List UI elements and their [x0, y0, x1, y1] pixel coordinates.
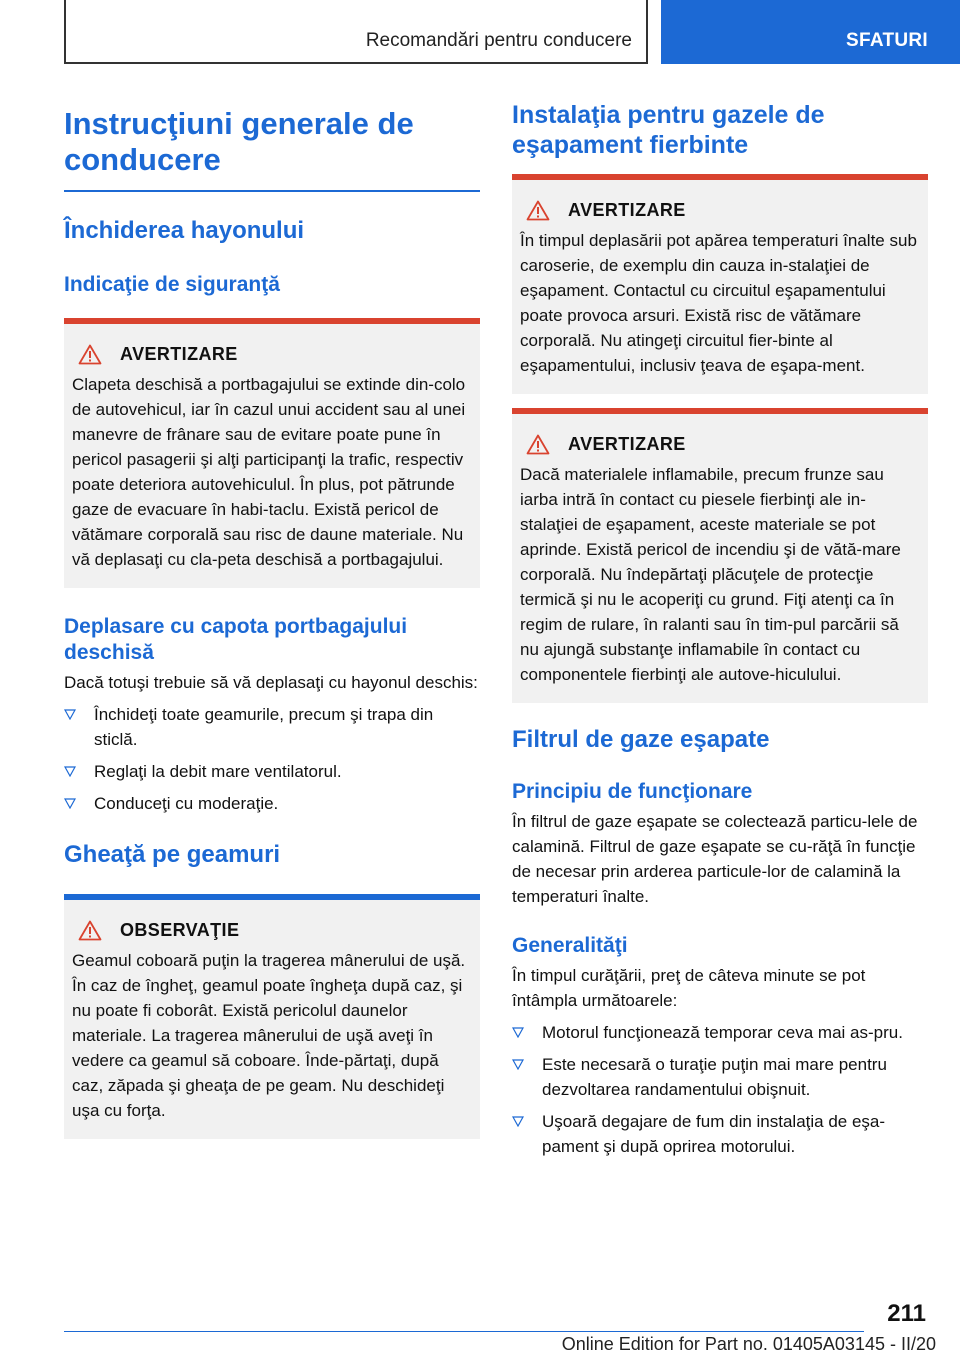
footer-edition: Online Edition for Part no. 01405A03145 - II/20 [561, 1334, 936, 1354]
warning-header [520, 430, 920, 458]
open-tailgate-intro: Dacă totuşi trebuie să vă deplasaţi cu hayonul deschis: [64, 673, 478, 692]
list-item [64, 702, 480, 752]
warning-text: Dacă materialele inflamabile, precum frunze sau iarba intră în contact cu piesele fierbinţi ale in-stalaţiei de eşapament, aceste materiale se pot aprinde. Există pericol de incendiu şi de vătă-mare corporală. Nu îndepărtaţi plăcuţele de protecţie termică şi nu le acoperiţi cu grund. Fiţi atenţi ca în regim de rulare, în ralanti sau în tim-pul parcării să nu ajungă substanţe inflamabile în contact cu componentele fierbinţi ale autove-hiculului. [520, 465, 901, 684]
section-title-particle-filter: Filtrul de gaze eşapate [512, 726, 770, 753]
bullet-triangle-icon [512, 1026, 524, 1038]
header-title-box [64, 0, 648, 64]
notice-box-ice [64, 894, 480, 1139]
section-title-exhaust: Instalaţia pentru gazele de eşapament fierbinte [512, 101, 825, 159]
list-item [512, 1020, 928, 1045]
list-item-text: Reglaţi la debit mare ventilatorul. [94, 762, 342, 781]
warning-triangle-icon [526, 434, 550, 455]
list-item-text: Conduceţi cu moderaţie. [94, 794, 279, 813]
bullet-triangle-icon [512, 1115, 524, 1127]
warning-header [520, 196, 920, 224]
list-item [512, 1052, 928, 1102]
list-item-text: Uşoară degajare de fum din instalaţia de eşa-pament şi după oprirea motorului. [542, 1112, 886, 1156]
list-item-text: Este necesară o turaţie puţin mai mare pentru dezvoltarea randamentului obişnuit. [542, 1055, 887, 1099]
right-column [512, 100, 928, 1159]
notice-header [72, 916, 472, 944]
list-item [512, 1109, 928, 1159]
bullet-triangle-icon [64, 708, 76, 720]
bullet-triangle-icon [64, 797, 76, 809]
warning-triangle-icon [526, 200, 550, 221]
header-tab-label: SFATURI [846, 30, 928, 51]
list-item [64, 791, 480, 816]
footer-rule [64, 1331, 864, 1332]
chapter-title: Instrucţiuni generale de conducere [64, 106, 414, 177]
principle-text: În filtrul de gaze eşapate se colectează particu-lele de calamină. Filtrul de gaze eşapate se cu-răţă în funcţie de necesar prin arderea particule-lor de calamină la temperaturi înalte. [512, 812, 918, 906]
section-title-ice: Gheaţă pe geamuri [64, 841, 281, 868]
bullet-triangle-icon [64, 765, 76, 777]
general-intro: În timpul curăţării, preţ de câteva minute se pot întâmpla următoarele: [512, 966, 866, 1010]
bullet-triangle-icon [512, 1058, 524, 1070]
warning-triangle-icon [78, 920, 102, 941]
subsection-title-general: Generalităţi [512, 934, 628, 957]
section-title-tailgate: Închiderea hayonului [64, 217, 305, 244]
warning-label: AVERTIZARE [568, 199, 686, 220]
left-column [64, 100, 480, 1139]
warning-box-flammable [512, 408, 928, 703]
subsection-title-principle: Principiu de funcţionare [512, 780, 753, 803]
warning-box-tailgate [64, 318, 480, 588]
warning-text: În timpul deplasării pot apărea temperaturi înalte sub caroserie, de exemplu din cauza in-stalaţiei de eşapament. Contactul cu circuitul eşapamentului poate provoca arsuri. Există risc de vătămare corporală. Nu atingeţi circuitul fier-binte al eşapamentului, inclusiv ţeava de eşapa-ment. [520, 231, 917, 375]
header-section-title: Recomandări pentru conducere [365, 30, 632, 51]
list-item-text: Motorul funcţionează temporar ceva mai as-pru. [542, 1023, 903, 1042]
warning-box-exhaust-heat [512, 174, 928, 394]
subsection-title-open-tailgate: Deplasare cu capota portbagajului deschisă [64, 615, 408, 664]
warning-header [72, 340, 472, 368]
page-number: 211 [887, 1300, 926, 1327]
title-rule [64, 190, 480, 192]
notice-label: OBSERVAŢIE [120, 919, 240, 940]
notice-text: Geamul coboară puţin la tragerea mânerului de uşă. În caz de îngheţ, geamul poate îngheţa după caz, şi nu poate fi coborât. Există pericolul daunelor materiale. La tragerea mânerului de uşă aveţi în vedere ca geamul să coboare. Înde-părtaţi, după caz, zăpada şi gheaţa de pe geam. Nu deschideţi uşa cu forţa. [72, 951, 466, 1120]
subsection-title-safety: Indicaţie de siguranţă [64, 273, 280, 296]
warning-triangle-icon [78, 344, 102, 365]
list-item [64, 759, 480, 784]
page-header [64, 0, 960, 66]
list-item-text: Închideţi toate geamurile, precum şi trapa din sticlă. [94, 705, 434, 749]
general-list [512, 1020, 928, 1159]
warning-label: AVERTIZARE [568, 433, 686, 454]
warning-label: AVERTIZARE [120, 343, 238, 364]
warning-text: Clapeta deschisă a portbagajului se extinde din-colo de autovehicul, iar în cazul unui accident sau al unei manevre de frânare sau de evitare poate pune în pericol pasagerii şi alţi participanţi la trafic, respectiv poate deteriora autovehiculul. În plus, pot pătrunde gaze de evacuare în habi-taclu. Există pericol de vătămare corporală sau risc de daune materiale. Nu vă deplasaţi cu cla-peta deschisă a portbagajului. [72, 375, 466, 569]
header-chapter-tab [661, 0, 960, 64]
open-tailgate-list [64, 702, 480, 816]
